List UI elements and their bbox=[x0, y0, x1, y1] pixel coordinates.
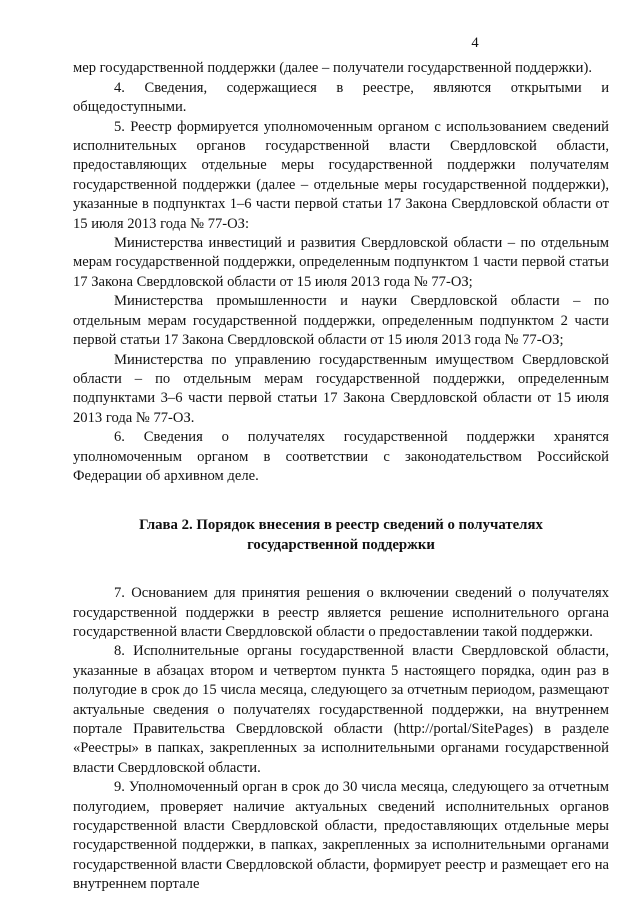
chapter-heading: Глава 2. Порядок внесения в реестр сведений о получателях государственной поддержки bbox=[139, 517, 543, 553]
paragraph-ministry-property: Министерства по управлению государственным имуществом Свердловской области – по отдельным мерам государственной поддержки, определенным подпунктами 3–6 части первой статьи 17 Закона Свердловской области от 15 июля 2013 года № 77-ОЗ. bbox=[73, 351, 609, 426]
paragraph-item-8: 8. Исполнительные органы государственной власти Свердловской области, указанные в абзацах втором и четвертом пункта 5 настоящего порядка, один раз в полугодие в срок до 15 числа месяца, следующего за отчетным периодом, размещают актуальные сведения о получателях государственной поддержки, на внутреннем портале Правительства Свердловской области (http://portal/SitePages) в разделе «Реестры» в папках, закрепленных за исполнительными органами государственной власти Свердловской области. bbox=[73, 643, 609, 776]
paragraph-ministry-industry: Министерства промышленности и науки Свердловской области – по отдельным мерам государственной поддержки, определенным подпунктом 2 части первой статьи 17 Закона Свердловской области от 15 июля 2013 года № 77-ОЗ; bbox=[73, 293, 609, 349]
paragraph-item-6: 6. Сведения о получателях государственной поддержки хранятся уполномоченным органом в соответствии с законодательством Российской Федерации об архивном деле. bbox=[73, 429, 609, 484]
paragraph-continuation: мер государственной поддержки (далее – получатели государственной поддержки). bbox=[73, 60, 592, 77]
page-number: 4 bbox=[471, 35, 479, 51]
paragraph-ministry-investments: Министерства инвестиций и развития Свердловской области – по отдельным мерам государственной поддержки, определенным подпунктом 1 части первой статьи 17 Закона Свердловской области от 15 июля 2013 года № 77-ОЗ; bbox=[73, 235, 609, 290]
paragraph-item-4: 4. Сведения, содержащиеся в реестре, являются открытыми и общедоступными. bbox=[73, 79, 609, 116]
paragraph-item-7: 7. Основанием для принятия решения о включении сведений о получателях государственной поддержки в реестр является решение исполнительного органа государственной власти Свердловской области о предоставлении такой поддержки. bbox=[73, 585, 609, 640]
paragraph-item-9: 9. Уполномоченный орган в срок до 30 числа месяца, следующего за отчетным полугодием, проверяет наличие актуальных сведений исполнительных органов государственной власти Свердловской области, предоставляющих отдельные меры государственной поддержки, в папках, закрепленных за исполнительными органами государственной власти Свердловской области, формирует реестр и размещает его на внутреннем портале bbox=[73, 779, 609, 893]
paragraph-item-5: 5. Реестр формируется уполномоченным органом с использованием сведений исполнительных органов государственной власти Свердловской области, предоставляющих отдельные меры государственной поддержки получателям государственной поддержки (далее – отдельные меры государственной поддержки), указанные в подпунктах 1–6 части первой статьи 17 Закона Свердловской области от 15 июля 2013 года № 77-ОЗ: bbox=[73, 118, 609, 232]
document-page bbox=[73, 34, 609, 895]
